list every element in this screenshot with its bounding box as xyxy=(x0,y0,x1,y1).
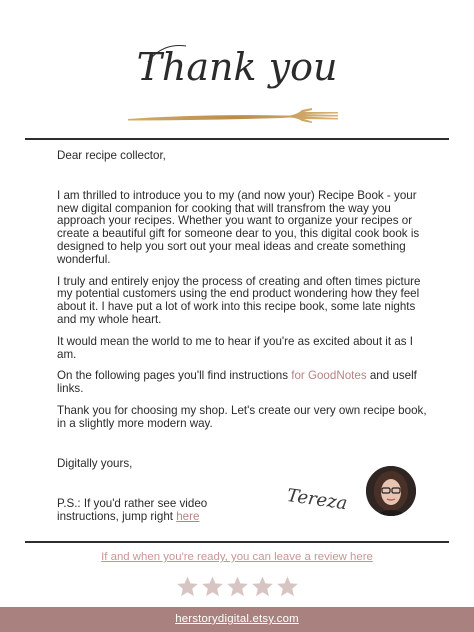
review-link[interactable]: If and when you're ready, you can leave a review here xyxy=(101,551,373,563)
ps-note xyxy=(57,498,257,524)
video-instructions-link[interactable]: here xyxy=(176,509,200,523)
author-photo xyxy=(366,466,416,516)
letter-body xyxy=(57,150,427,440)
shop-link[interactable]: herstorydigital.etsy.com xyxy=(175,613,299,625)
thank-you-title: Thank you xyxy=(136,45,338,89)
header-graphic xyxy=(0,0,474,136)
ps-text: P.S.: If you'd rather see video instructions, jump right xyxy=(57,497,208,523)
closing: Digitally yours, xyxy=(57,457,133,470)
signature xyxy=(283,478,378,518)
paragraph-instructions xyxy=(57,370,427,396)
footer-bar xyxy=(0,607,474,632)
top-divider xyxy=(25,138,449,140)
star-icon[interactable] xyxy=(276,575,299,598)
salutation: Dear recipe collector, xyxy=(57,149,166,162)
paragraph-intro: I am thrilled to introduce you to my (and now your) Recipe Book - your new digital companion for cooking that will transfrom the way you approach your recipes. Whether you want to organize your recipes or create a beautiful gift for someone dear to you, this digital cook book is designed to help you sort out your meal ideas and create something wonderful. xyxy=(57,188,420,266)
goodnotes-link[interactable]: for GoodNotes xyxy=(291,369,367,383)
header xyxy=(0,0,474,136)
rating-stars[interactable] xyxy=(176,575,300,599)
fork-icon xyxy=(128,108,338,123)
star-icon[interactable] xyxy=(201,575,224,598)
instructions-text-before: On the following pages you'll find instructions xyxy=(57,369,292,383)
instructions-text-after: and uself links. xyxy=(57,369,417,396)
signature-text: Tereza xyxy=(285,485,349,515)
avatar xyxy=(366,466,416,516)
paragraph-thanks: Thank you for choosing my shop. Let's create our very own recipe book, in a slightly more modern way. xyxy=(57,403,427,430)
paragraph-process: I truly and entirely enjoy the process of creating and often times picture my potential customers using the end product wondering how they feel about it. I have put a lot of work into this recipe book, some late nights and my whole heart. xyxy=(57,274,421,326)
star-icon[interactable] xyxy=(176,575,199,598)
star-icon[interactable] xyxy=(226,575,249,598)
star-icon[interactable] xyxy=(251,575,274,598)
paragraph-feedback: It would mean the world to me to hear if you're as excited about it as I am. xyxy=(57,334,414,361)
bottom-divider xyxy=(25,541,449,543)
